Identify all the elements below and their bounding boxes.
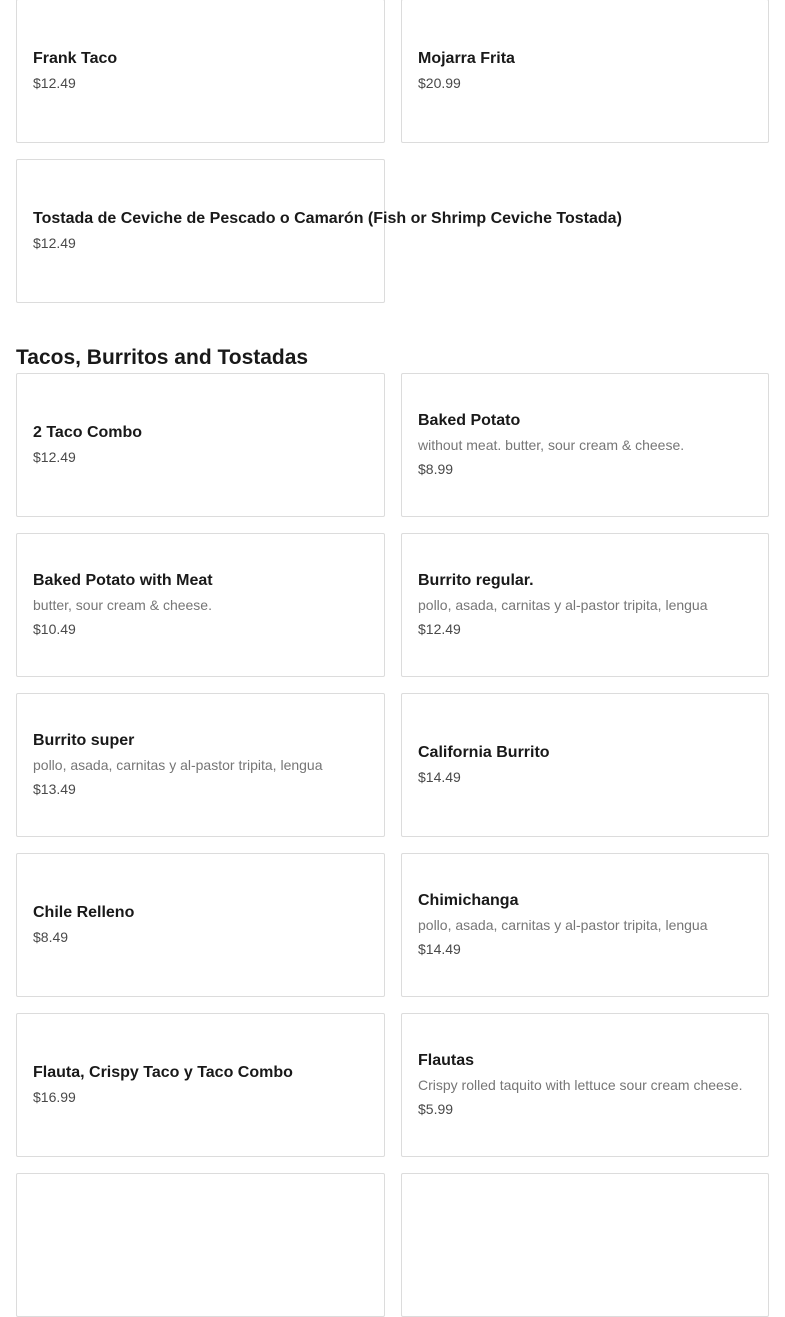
item-price: $5.99: [418, 1101, 454, 1117]
item-name: Burrito super: [33, 732, 135, 749]
menu-item-card[interactable]: [401, 0, 769, 143]
item-name: Tostada de Ceviche de Pescado o Camarón (Fish or Shrimp Ceviche Tostada): [33, 210, 622, 227]
item-price: $20.99: [418, 75, 461, 91]
item-name: Burrito regular.: [418, 572, 534, 589]
item-price: $12.49: [418, 621, 461, 637]
item-price: $8.49: [33, 929, 69, 945]
item-description: butter, sour cream & cheese.: [33, 597, 212, 613]
item-description: Crispy rolled taquito with lettuce sour cream cheese.: [418, 1077, 743, 1093]
item-price: $12.49: [33, 75, 76, 91]
menu-item-card[interactable]: [16, 373, 385, 517]
item-price: $14.49: [418, 941, 461, 957]
item-name: California Burrito: [418, 744, 550, 761]
item-description: pollo, asada, carnitas y al-pastor tripita, lengua: [418, 597, 708, 613]
menu-item-card[interactable]: [16, 1013, 385, 1157]
item-name: Flauta, Crispy Taco y Taco Combo: [33, 1064, 293, 1081]
item-name: Frank Taco: [33, 50, 118, 67]
item-price: $8.99: [418, 461, 454, 477]
menu-item-card[interactable]: [16, 0, 385, 143]
menu-item-card[interactable]: [16, 853, 385, 997]
item-name: Flautas: [418, 1052, 475, 1069]
item-description: without meat. butter, sour cream & cheese.: [418, 437, 685, 453]
item-name: 2 Taco Combo: [33, 424, 143, 441]
menu-item-card[interactable]: [401, 693, 769, 837]
item-price: $14.49: [418, 769, 461, 785]
item-description: pollo, asada, carnitas y al-pastor tripita, lengua: [33, 757, 323, 773]
menu-item-card[interactable]: [401, 1173, 769, 1317]
menu-item-card[interactable]: [401, 533, 769, 677]
menu-item-card[interactable]: [16, 1173, 385, 1317]
item-name: Baked Potato with Meat: [33, 572, 213, 589]
menu-grid-previous-section: [16, 0, 769, 303]
item-price: $16.99: [33, 1089, 76, 1105]
item-price: $12.49: [33, 235, 76, 251]
item-name: Mojarra Frita: [418, 50, 515, 67]
menu-item-card[interactable]: [16, 533, 385, 677]
menu-item-card[interactable]: [401, 373, 769, 517]
menu-item-card[interactable]: [401, 853, 769, 997]
menu-grid-tacos-burritos: [16, 373, 769, 1317]
item-price: $13.49: [33, 781, 76, 797]
item-price: $12.49: [33, 449, 76, 465]
item-name: Chimichanga: [418, 892, 519, 909]
item-name: Chile Relleno: [33, 904, 135, 921]
menu-item-card[interactable]: [16, 159, 622, 303]
item-description: pollo, asada, carnitas y al-pastor tripita, lengua: [418, 917, 708, 933]
section-title: Tacos, Burritos and Tostadas: [16, 346, 309, 369]
item-price: $10.49: [33, 621, 76, 637]
menu-item-card[interactable]: [401, 1013, 769, 1157]
item-name: Baked Potato: [418, 412, 521, 429]
menu-item-card[interactable]: [16, 693, 385, 837]
